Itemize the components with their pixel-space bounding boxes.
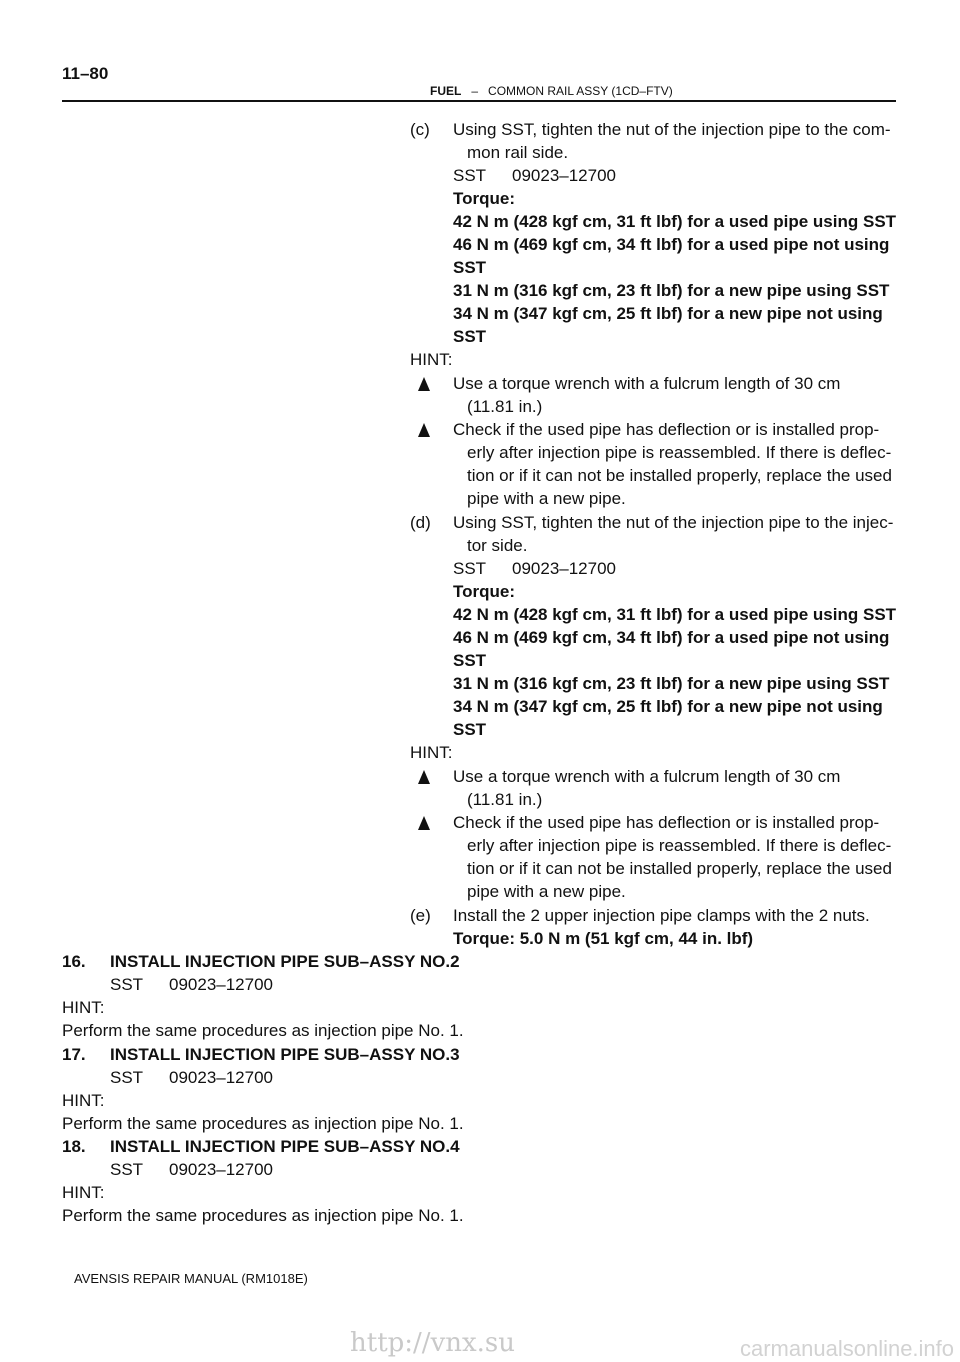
step-e-line1: Install the 2 upper injection pipe clamps with the 2 nuts. xyxy=(453,906,870,925)
step-d-bullet2-line: pipe with a new pipe. xyxy=(467,882,626,901)
step16-hint-text: Perform the same procedures as injection pipe No. 1. xyxy=(62,1021,464,1040)
step17-hint-label: HINT: xyxy=(62,1091,105,1110)
step-d-torque-line: 42 N m (428 kgf cm, 31 ft lbf) for a used pipe using SST xyxy=(453,605,897,624)
step-e-label: (e) xyxy=(410,906,431,925)
step18-sst-label: SST xyxy=(110,1160,144,1179)
section-header xyxy=(430,84,673,98)
step-c-torque-line: SST xyxy=(453,327,487,346)
watermark-url: http://vnx.su xyxy=(350,1328,516,1358)
step-c-bullet2-line: Check if the used pipe has deflection or is installed prop- xyxy=(453,420,880,439)
step-c-sst-number: 09023–12700 xyxy=(512,166,617,185)
step-c-label: (c) xyxy=(410,120,430,139)
step18-hint-label: HINT: xyxy=(62,1183,105,1202)
step17-number: 17. xyxy=(62,1045,86,1064)
step17-title: INSTALL INJECTION PIPE SUB–ASSY NO.3 xyxy=(110,1045,460,1064)
bullet-triangle-icon xyxy=(418,770,430,784)
step17-hint-text: Perform the same procedures as injection pipe No. 1. xyxy=(62,1114,464,1133)
step-c-torque-line: 42 N m (428 kgf cm, 31 ft lbf) for a used pipe using SST xyxy=(453,212,897,231)
step-e-torque: Torque: 5.0 N m (51 kgf cm, 44 in. lbf) xyxy=(453,929,754,948)
step17-sst-number: 09023–12700 xyxy=(169,1068,274,1087)
step-c-hint-label: HINT: xyxy=(410,350,453,369)
step-c-bullet1-line: Use a torque wrench with a fulcrum length of 30 cm xyxy=(453,374,841,393)
step16-hint-label: HINT: xyxy=(62,998,105,1017)
header-rule xyxy=(62,100,896,102)
step-d-bullet1-line: (11.81 in.) xyxy=(467,790,543,809)
step-d-bullet2-line: Check if the used pipe has deflection or is installed prop- xyxy=(453,813,880,832)
step-c-torque-line: 46 N m (469 kgf cm, 34 ft lbf) for a used pipe not using xyxy=(453,235,890,254)
step-c-line2: mon rail side. xyxy=(467,143,569,162)
watermark-site: carmanualsonline.info xyxy=(740,1336,955,1361)
step-c-torque-line: SST xyxy=(453,258,487,277)
step17-sst-label: SST xyxy=(110,1068,144,1087)
step-d-torque-line: SST xyxy=(453,720,487,739)
step-d-label: (d) xyxy=(410,513,431,532)
step-d-line1: Using SST, tighten the nut of the injection pipe to the injec- xyxy=(453,513,894,532)
page-number: 11–80 xyxy=(62,64,109,83)
step16-title: INSTALL INJECTION PIPE SUB–ASSY NO.2 xyxy=(110,952,460,971)
step-d-torque-line: SST xyxy=(453,651,487,670)
step-c-bullet2-line: pipe with a new pipe. xyxy=(467,489,626,508)
step18-number: 18. xyxy=(62,1137,86,1156)
step-d-bullet1-line: Use a torque wrench with a fulcrum length of 30 cm xyxy=(453,767,841,786)
bullet-triangle-icon xyxy=(418,377,430,391)
step16-sst-number: 09023–12700 xyxy=(169,975,274,994)
step16-sst-label: SST xyxy=(110,975,144,994)
step-d-sst-label: SST xyxy=(453,559,487,578)
step18-hint-text: Perform the same procedures as injection pipe No. 1. xyxy=(62,1206,464,1225)
step-c-bullet2-line: erly after injection pipe is reassembled. If there is deflec- xyxy=(467,443,892,462)
step-d-sst-number: 09023–12700 xyxy=(512,559,617,578)
step-c-line1: Using SST, tighten the nut of the injection pipe to the com- xyxy=(453,120,891,139)
step-d-torque-line: 46 N m (469 kgf cm, 34 ft lbf) for a used pipe not using xyxy=(453,628,890,647)
step18-title: INSTALL INJECTION PIPE SUB–ASSY NO.4 xyxy=(110,1137,460,1156)
subsection-name: COMMON RAIL ASSY (1CD–FTV) xyxy=(488,84,673,98)
step-c-torque-label: Torque: xyxy=(453,189,516,208)
step-d-line2: tor side. xyxy=(467,536,528,555)
step-c-bullet2-line: tion or if it can not be installed properly, replace the used xyxy=(467,466,892,485)
step-c-bullet1-line: (11.81 in.) xyxy=(467,397,543,416)
section-name: FUEL xyxy=(430,84,462,98)
step16-number: 16. xyxy=(62,952,86,971)
step-d-hint-label: HINT: xyxy=(410,743,453,762)
step18-sst-number: 09023–12700 xyxy=(169,1160,274,1179)
step-d-torque-line: 31 N m (316 kgf cm, 23 ft lbf) for a new pipe using SST xyxy=(453,674,890,693)
step-c-torque-line: 34 N m (347 kgf cm, 25 ft lbf) for a new pipe not using xyxy=(453,304,883,323)
step-d-torque-label: Torque: xyxy=(453,582,516,601)
bullet-triangle-icon xyxy=(418,423,430,437)
step-d-bullet2-line: erly after injection pipe is reassembled. If there is deflec- xyxy=(467,836,892,855)
step-c-torque-line: 31 N m (316 kgf cm, 23 ft lbf) for a new pipe using SST xyxy=(453,281,890,300)
footer-manual-title: AVENSIS REPAIR MANUAL (RM1018E) xyxy=(74,1271,308,1286)
bullet-triangle-icon xyxy=(418,816,430,830)
section-separator: – xyxy=(471,84,479,98)
step-d-bullet2-line: tion or if it can not be installed properly, replace the used xyxy=(467,859,892,878)
step-d-torque-line: 34 N m (347 kgf cm, 25 ft lbf) for a new pipe not using xyxy=(453,697,883,716)
step-c-sst-label: SST xyxy=(453,166,487,185)
